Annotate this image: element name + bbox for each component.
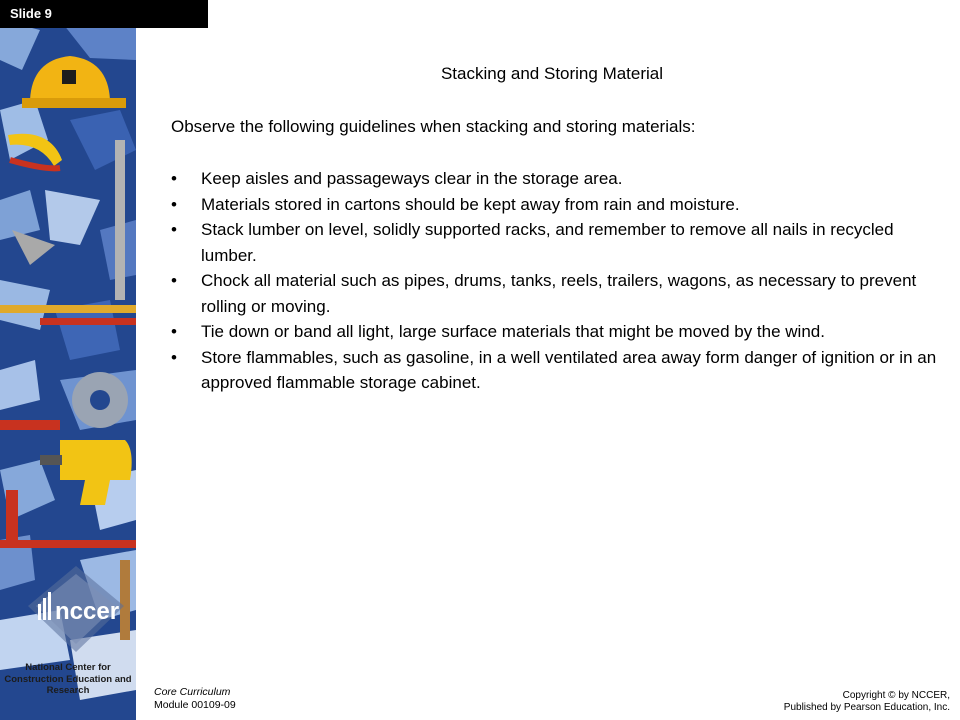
list-item-text: Keep aisles and passageways clear in the storage area. — [201, 169, 623, 188]
bullet-marker: • — [171, 347, 177, 367]
copyright-footer — [784, 690, 950, 714]
bullet-marker: • — [171, 271, 177, 290]
module-number: Module 00109-09 — [154, 698, 236, 711]
list-item-text: Chock all material such as pipes, drums, tanks, reels, trailers, wagons, as necessary to prevent rolling or moving. — [201, 271, 917, 316]
bullet-marker: • — [171, 322, 177, 341]
list-item — [171, 319, 941, 345]
nccer-logo-text: nccer — [55, 598, 120, 625]
list-item-text: Materials stored in cartons should be kept away from rain and moisture. — [201, 194, 740, 214]
publisher-text: Published by Pearson Education, Inc. — [783, 702, 950, 713]
list-item-text: Store flammables, such as gasoline, in a well ventilated area away form danger of ignition or in an approved flammable storage cabinet. — [201, 347, 937, 392]
bullet-marker: • — [171, 194, 177, 214]
course-footer — [154, 686, 236, 711]
bullet-marker: • — [171, 220, 177, 239]
organization-name: National Center for Construction Education and Research — [4, 662, 132, 696]
nccer-logo — [28, 566, 124, 652]
guideline-list — [171, 166, 941, 396]
list-item — [171, 268, 941, 319]
list-item-text: Tie down or band all light, large surface materials that might be moved by the wind. — [201, 322, 825, 341]
list-item — [171, 345, 941, 396]
copyright-text: Copyright © by NCCER, — [842, 690, 950, 701]
list-item — [171, 217, 941, 268]
slide-number-tag: Slide 9 — [0, 0, 208, 28]
list-item — [171, 166, 941, 192]
slide-title: Stacking and Storing Material — [440, 64, 664, 83]
course-name: Core Curriculum — [154, 686, 231, 698]
list-item — [171, 192, 941, 218]
bullet-marker: • — [171, 169, 177, 188]
intro-text: Observe the following guidelines when stacking and storing materials: — [171, 117, 696, 136]
list-item-text: Stack lumber on level, solidly supported racks, and remember to remove all nails in recycled lumber. — [201, 220, 894, 265]
